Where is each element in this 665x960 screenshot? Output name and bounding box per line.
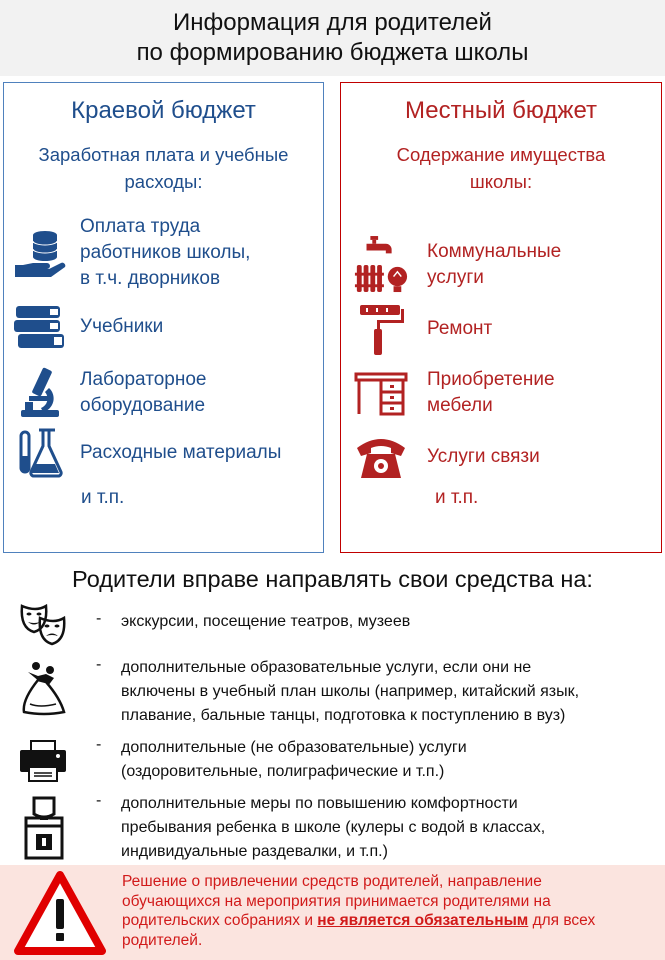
warning-line3-before: родительских собраниях и (122, 912, 318, 929)
dancers-icon (18, 660, 68, 710)
regional-item-lab (12, 365, 206, 421)
header-title-line2: по формированию бюджета школы (136, 39, 529, 66)
regional-item-salary (12, 214, 250, 292)
coins-hand-icon (12, 225, 68, 281)
warning-line4: родителей. (122, 931, 203, 949)
warning-box (0, 865, 665, 960)
rights-text-1 (121, 610, 661, 634)
rights-2-line3: плавание, бальные танцы, подготовка к поступлению в вуз) (121, 707, 566, 724)
page-header (0, 0, 665, 76)
warning-triangle-icon (12, 869, 108, 960)
local-subtitle-line2: школы: (469, 171, 533, 192)
textbooks-label: Учебники (80, 316, 164, 337)
water-cooler-icon (22, 796, 72, 860)
local-budget-subtitle (341, 141, 661, 195)
regional-budget-title: Краевой бюджет (71, 97, 256, 124)
header-title-line1: Информация для родителей (173, 9, 492, 36)
rights-dash-2: - (96, 656, 102, 673)
warning-line3 (122, 911, 662, 931)
regional-item-consumables (12, 425, 281, 481)
local-etc: и т.п. (435, 487, 479, 508)
rights-4-line2: пребывания ребенка в школе (кулеры с водой в классах, (121, 819, 546, 836)
regional-subtitle-line2: расходы: (124, 171, 203, 192)
communications-label: Услуги связи (427, 446, 540, 467)
local-budget-title: Местный бюджет (405, 97, 597, 124)
warning-not-mandatory: не является обязательным (317, 912, 529, 929)
books-icon (12, 299, 68, 355)
lab-line2: оборудование (80, 395, 206, 416)
furniture-line2: мебели (427, 395, 493, 416)
local-item-utilities (353, 233, 561, 297)
salary-line1: Оплата труда (80, 216, 201, 237)
regional-item-textbooks (12, 299, 163, 355)
local-item-communications (353, 429, 540, 485)
local-subtitle-line1: Содержание имущества (396, 144, 606, 165)
regional-budget-subtitle (4, 141, 323, 195)
regional-budget-panel (3, 82, 324, 553)
rights-3-line1: дополнительные (не образовательные) услуги (121, 739, 467, 756)
printer-icon (18, 738, 68, 788)
flasks-icon (12, 425, 68, 481)
theater-masks-icon (18, 602, 68, 652)
rights-text-4 (121, 792, 661, 864)
utilities-icon (353, 233, 409, 297)
repair-label: Ремонт (427, 318, 493, 339)
salary-line2: работников школы, (80, 242, 251, 263)
rights-4-line3: индивидуальные раздевалки, и т.п.) (121, 843, 388, 860)
rights-text-3 (121, 736, 661, 784)
rights-dash-1: - (96, 610, 102, 627)
warning-line3-after: для всех (528, 912, 596, 929)
rights-1-line1: экскурсии, посещение театров, музеев (121, 613, 411, 630)
desk-icon (353, 365, 409, 421)
rights-3-line2: (оздоровительные, полиграфические и т.п.) (121, 763, 445, 780)
rights-title: Родители вправе направлять свои средства на: (72, 566, 593, 592)
local-budget-panel (340, 82, 662, 553)
lab-line1: Лабораторное (80, 369, 207, 390)
furniture-line1: Приобретение (427, 369, 555, 390)
rights-2-line1: дополнительные образовательные услуги, если они не (121, 659, 532, 676)
rights-4-line1: дополнительные меры по повышению комфортности (121, 795, 518, 812)
local-item-furniture (353, 365, 555, 421)
warning-line1: Решение о привлечении средств родителей, направление (122, 873, 542, 890)
paint-roller-icon (353, 301, 409, 357)
warning-text (122, 872, 662, 950)
rights-text-2 (121, 656, 661, 728)
rights-dash-3: - (96, 736, 102, 753)
utilities-line1: Коммунальные (427, 241, 562, 262)
microscope-icon (12, 365, 68, 421)
utilities-line2: услуги (427, 267, 484, 288)
rights-dash-4: - (96, 792, 102, 809)
regional-subtitle-line1: Заработная плата и учебные (38, 144, 289, 165)
regional-etc: и т.п. (81, 487, 125, 508)
warning-line2: обучающихся на мероприятия принимается родителями на (122, 892, 551, 910)
rights-2-line2: включены в учебный план школы (например, китайский язык, (121, 683, 580, 700)
telephone-icon (353, 429, 409, 485)
consumables-label: Расходные материалы (80, 442, 282, 463)
local-item-repair (353, 301, 492, 357)
salary-line3: в т.ч. дворников (80, 268, 221, 289)
